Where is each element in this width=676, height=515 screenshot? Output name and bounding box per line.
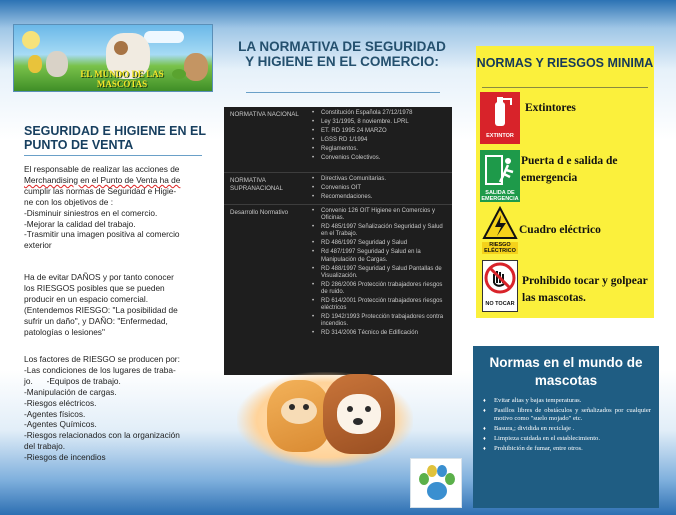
bird-shape [28,55,42,73]
text-line: -Agentes Químicos. [24,419,97,430]
paw-icon [411,459,463,509]
table-item: • LGSS RD 1/1994 [312,137,450,144]
table-category: NORMATIVA NACIONAL [230,111,299,118]
norma-item-label: Cuadro eléctrico [519,224,601,236]
extinguisher-sign [480,92,520,144]
text-line: cumplir las normas de Seguridad e Higie- [24,185,177,196]
text-line: -Agentes físicos. [24,408,86,419]
banner-title: EL MUNDO DE LAS MASCOTAS [80,69,164,89]
table-row [224,173,452,205]
text-line: -Disminuir siniestros en el comercio. [24,207,158,218]
puppy-face [337,394,381,434]
table-row [224,205,452,375]
emergency-exit-sign [480,150,520,202]
text-line: Ha de evitar DAÑOS y por tanto conocer [24,272,174,282]
table-item: • RD 286/2006 Protección trabajadores riesgos de ruido. [312,282,450,296]
table-item: • RD 485/1997 Señalización Seguridad y Salud en el Trabajo. [312,224,450,238]
puppy-nose [353,418,363,425]
text-line: Merchandising en el Punto de Venta ha de [24,174,181,185]
sign-label: RIESGO ELÉCTRICO [482,242,518,254]
table-item: • RD 486/1997 Seguridad y Salud [312,240,450,247]
table-item: • Reglamentos. [312,146,450,153]
left-heading-rule [24,155,202,156]
pets-rules-list [483,397,651,455]
table-item: • Convenios OIT [312,185,450,192]
table-item: • ET. RD 1995 24 MARZO [312,128,450,135]
table-item: • RD 314/2006 Técnico de Edificación [312,330,450,337]
no-touch-icon [483,261,517,295]
left-paragraph-1 [24,164,214,251]
text-line: -Las condiciones de los lugares de traba- [24,364,176,375]
no-touch-sign [482,260,518,312]
emergency-exit-icon [480,150,520,190]
table-item: • Convenio 126 OIT Higiene en Comercios y Oficinas. [312,208,450,222]
table-item-list [312,110,450,164]
list-item: ♦ Prohibición de fumar, entre otros. [483,445,651,453]
table-item: • Recomendaciones. [312,194,450,201]
table-item: • RD 614/2001 Protección trabajadores riesgos eléctricos [312,298,450,312]
list-item: ♦ Basura,; dividida en reciclaje . [483,425,651,433]
sun-shape [22,31,40,49]
cloud-shape [144,31,184,43]
table-item: • Constitución Española 27/12/1978 [312,110,450,117]
norma-item-label: Prohibido tocar y golpear las mascotas. [522,275,648,304]
left-heading: SEGURIDAD E HIGIENE EN EL PUNTO DE VENTA [24,124,206,152]
table-item: • Ley 31/1995, 8 noviembre. LPRL [312,119,450,126]
text-line: El responsable de realizar las acciones de [24,164,180,174]
pets-rules-heading: Normas en el mundo de mascotas [489,355,643,388]
normativa-table [224,107,452,375]
text-line: -Riesgos de incendios [24,452,106,463]
pets-rules-panel [473,346,659,508]
text-line: sufrir un daño", y DAÑO: "Enfermedad, [24,315,168,326]
table-item: • Rd 487/1997 Seguridad y Salud en la Manipulación de Cargas. [312,249,450,263]
table-item: • Convenios Colectivos. [312,155,450,162]
frog-shape [172,69,186,79]
text-line: ne con los objetivos de : [24,196,114,207]
text-line: -Riesgos eléctricos. [24,397,97,408]
sign-label: EXTINTOR [486,133,514,139]
electric-hazard-sign [482,206,518,258]
text-line: -Trasmitir una imagen positiva al comercio [24,229,180,240]
left-paragraph-2 [24,272,214,337]
sign-label: NO TOCAR [485,301,515,307]
text-line: exterior [24,240,52,251]
norma-item-label: Puerta d e salida de emergencia [521,155,618,184]
table-item: • Directivas Comunitarias. [312,176,450,183]
normas-heading-rule [482,87,648,88]
kitten-eye [303,404,309,410]
table-row [224,107,452,173]
cat-shape [184,53,208,81]
puppy-eye [347,406,353,412]
puppy-eye [365,406,371,412]
text-line: los RIESGOS posibles que se pueden [24,282,165,293]
normas-heading: NORMAS Y RIESGOS MINIMA [476,56,654,70]
kitten-eye [289,404,295,410]
table-item: • RD 488/1997 Seguridad y Salud Pantallas de Visualización. [312,266,450,280]
list-item: ♦ Evitar altas y bajas temperaturas. [483,397,651,405]
text-line: -Riesgos relacionados con la organización [24,430,180,441]
table-category: NORMATIVA SUPRANACIONAL [230,177,283,192]
text-line: -Mejorar la calidad del trabajo. [24,218,136,229]
middle-heading: LA NORMATIVA DE SEGURIDAD Y HIGIENE EN EL COMERCIO: [238,39,446,69]
text-line: del trabajo. [24,441,66,452]
middle-heading-rule [246,92,440,93]
left-paragraph-3 [24,354,214,463]
table-item-list [312,208,450,339]
norma-item-label: Extintores [525,102,576,114]
list-item: ♦ Pasillos libres de obstáculos y señalizados por cualquier motivo como "suelo mojado" etc. [483,407,651,424]
pets-banner-image [13,24,213,92]
rabbit-shape [46,51,68,77]
sign-label: SALIDA DE EMERGENCIA [481,190,519,202]
text-line: Los factores de RIESGO se producen por: [24,354,180,364]
normas-panel [476,46,654,318]
table-category: Desarrollo Normativo [230,209,289,216]
list-item: ♦ Limpieza cuidada en el establecimiento. [483,435,651,443]
table-item-list [312,176,450,203]
kitten-face [281,398,317,424]
text-line: patologías o lesiones" [24,326,105,337]
dog-patch-shape [114,41,128,55]
kitten-puppy-image [237,372,413,468]
electric-hazard-icon [482,206,518,240]
text-line: producir en un espacio comercial. [24,293,149,304]
text-line: -Manipulación de cargas. [24,386,117,397]
text-line: jo. -Equipos de trabajo. [24,375,121,386]
table-item: • RD 1942/1993 Protección trabajadores contra incendios. [312,314,450,328]
text-line: (Entendemos RIESGO: "La posibilidad de [24,304,178,315]
paw-image [410,458,462,508]
fire-extinguisher-icon [480,92,520,132]
